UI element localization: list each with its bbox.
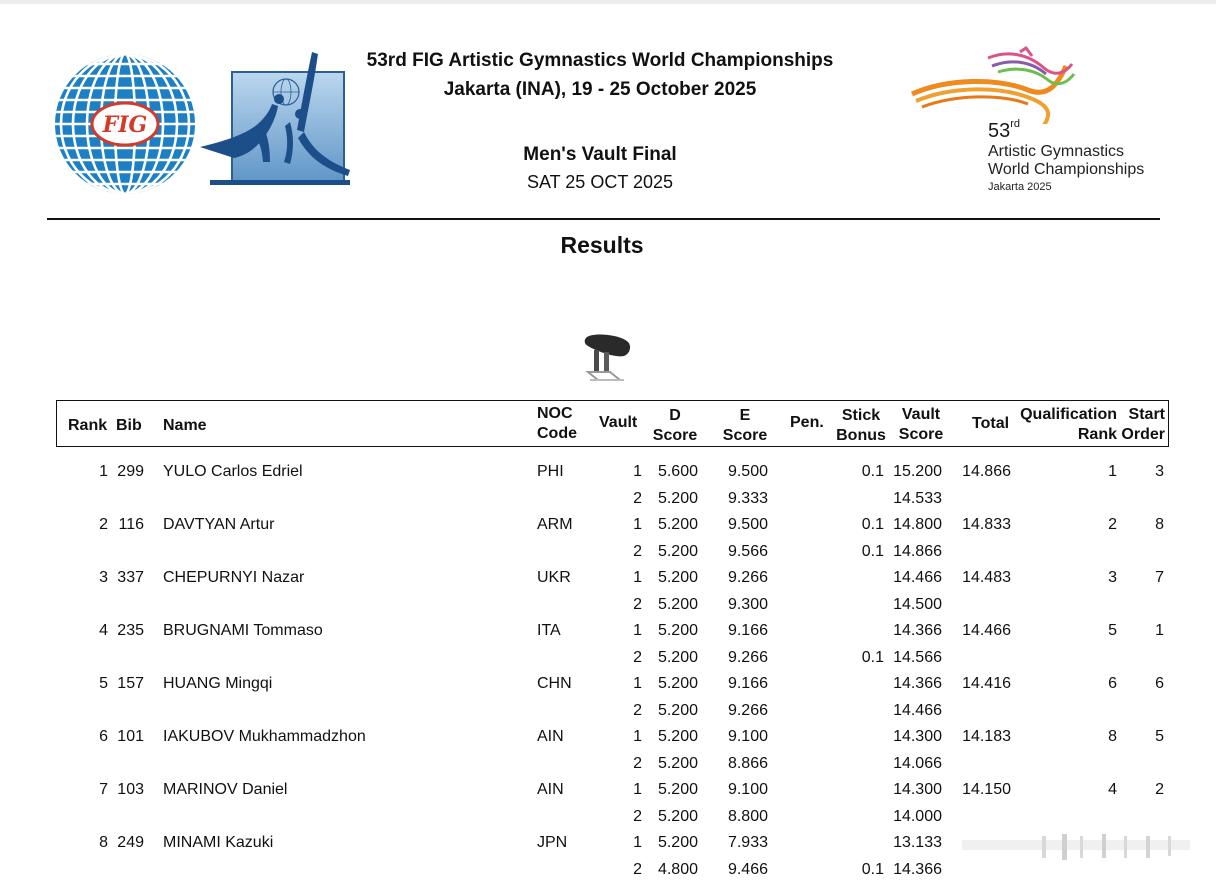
vault-number: 1 (633, 622, 642, 639)
row-bib: 157 (117, 675, 144, 692)
vault-stick-bonus: 0.1 (861, 463, 884, 480)
row-rank: 6 (99, 728, 108, 745)
vault-e-score: 9.166 (727, 675, 768, 692)
vault-score: 14.466 (893, 569, 942, 586)
row-total: 14.416 (962, 675, 1011, 692)
vault-d-score: 4.800 (657, 860, 698, 878)
ribbon-graphic (908, 44, 1158, 124)
vault-d-score: 5.200 (657, 542, 698, 560)
vault-d-score: 5.200 (657, 489, 698, 507)
vault-stick-bonus: 0.1 (861, 542, 884, 560)
vault-number: 1 (633, 728, 642, 745)
vault-score: 14.300 (893, 781, 942, 798)
row-qualification-rank: 3 (1108, 569, 1117, 586)
vault-score: 14.566 (893, 648, 942, 666)
vault-e-score: 9.333 (727, 489, 768, 507)
vault-number: 1 (633, 569, 642, 586)
athlete-name: MINAMI Kazuki (163, 834, 274, 851)
vault-e-score: 8.866 (727, 754, 768, 772)
vault-d-score: 5.200 (657, 807, 698, 825)
row-total: 14.866 (962, 463, 1011, 480)
vault-score: 15.200 (893, 463, 942, 480)
vault-apparatus-icon (580, 330, 634, 386)
vault-score: 14.000 (893, 807, 942, 825)
athlete-name: YULO Carlos Edriel (163, 463, 303, 480)
vault-number: 2 (633, 595, 642, 613)
row-rank: 1 (99, 463, 108, 480)
vault-stick-bonus: 0.1 (861, 516, 884, 533)
row-qualification-rank: 2 (1108, 516, 1117, 533)
vault-d-score: 5.200 (657, 648, 698, 666)
vault-e-score: 9.500 (727, 516, 768, 533)
vault-d-score: 5.200 (657, 834, 698, 851)
vault-d-score: 5.200 (657, 516, 698, 533)
vault-score: 14.366 (893, 675, 942, 692)
row-rank: 7 (99, 781, 108, 798)
vault-score: 14.500 (893, 595, 942, 613)
vault-e-score: 9.100 (727, 728, 768, 745)
athlete-name: CHEPURNYI Nazar (163, 569, 305, 586)
row-start-order: 7 (1155, 569, 1164, 586)
event-logo-line1: Artistic Gymnastics (988, 143, 1125, 160)
header-divider (47, 218, 1160, 220)
vault-number: 2 (633, 648, 642, 666)
vault-score: 13.133 (893, 834, 942, 851)
row-noc: JPN (537, 834, 568, 851)
row-rank: 8 (99, 834, 108, 851)
col-noc: NOC Code (537, 405, 577, 442)
event-title: Men's Vault Final (523, 144, 677, 165)
results-heading: Results (560, 232, 644, 258)
vault-e-score: 9.300 (727, 595, 768, 613)
vault-score: 14.466 (893, 701, 942, 719)
row-noc: PHI (537, 463, 564, 480)
event-logo-line2: World Championships (988, 161, 1145, 178)
row-bib: 101 (117, 728, 144, 745)
row-bib: 103 (117, 781, 144, 798)
vault-score: 14.300 (893, 728, 942, 745)
athlete-name: DAVTYAN Artur (163, 516, 275, 533)
row-start-order: 5 (1155, 728, 1164, 745)
col-vault: Vault (599, 414, 638, 431)
vault-score: 14.366 (893, 622, 942, 639)
row-noc: AIN (537, 781, 564, 798)
vault-score: 14.800 (893, 516, 942, 533)
athlete-name: MARINOV Daniel (163, 781, 288, 798)
col-d-score: D Score (652, 407, 698, 444)
vault-d-score: 5.200 (657, 728, 698, 745)
vault-stick-bonus: 0.1 (861, 648, 884, 666)
vault-d-score: 5.200 (657, 701, 698, 719)
vault-number: 1 (633, 675, 642, 692)
athlete-name: BRUGNAMI Tommaso (163, 622, 323, 639)
row-start-order: 3 (1155, 463, 1164, 480)
watermark-graphic (962, 830, 1194, 862)
col-qualification-rank: Qualification Rank (1020, 406, 1117, 443)
vault-d-score: 5.200 (657, 675, 698, 692)
vault-e-score: 9.566 (727, 542, 768, 560)
event-logo-number: 53rd (988, 118, 1021, 142)
vault-e-score: 9.266 (727, 569, 768, 586)
vault-d-score: 5.200 (657, 569, 698, 586)
vault-d-score: 5.200 (657, 781, 698, 798)
vault-score: 14.366 (893, 860, 942, 878)
row-rank: 4 (99, 622, 108, 639)
event-date: SAT 25 OCT 2025 (526, 172, 674, 192)
championship-title: 53rd FIG Artistic Gymnastics World Championships (366, 50, 834, 71)
vault-d-score: 5.200 (657, 595, 698, 613)
row-bib: 249 (117, 834, 144, 851)
row-qualification-rank: 1 (1108, 463, 1117, 480)
vault-number: 2 (633, 754, 642, 772)
fig-globe-logo (52, 51, 198, 197)
vault-e-score: 7.933 (727, 834, 768, 851)
row-rank: 5 (99, 675, 108, 692)
row-bib: 116 (118, 516, 144, 533)
vault-e-score: 8.800 (727, 807, 768, 825)
vault-score: 14.066 (893, 754, 942, 772)
col-name: Name (163, 417, 207, 434)
vault-e-score: 9.100 (727, 781, 768, 798)
vault-stick-bonus: 0.1 (861, 860, 884, 878)
vault-score: 14.533 (893, 489, 942, 507)
row-total: 14.833 (962, 516, 1011, 533)
vault-e-score: 9.166 (727, 622, 768, 639)
col-vault-score: Vault Score (898, 406, 944, 443)
row-bib: 299 (117, 463, 144, 480)
vault-number: 2 (633, 701, 642, 719)
row-bib: 235 (117, 622, 144, 639)
vault-number: 2 (633, 489, 642, 507)
col-total: Total (972, 415, 1010, 432)
vault-e-score: 9.266 (727, 701, 768, 719)
vault-number: 2 (633, 807, 642, 825)
vault-e-score: 9.500 (727, 463, 768, 480)
row-qualification-rank: 4 (1108, 781, 1117, 798)
event-logo-line3: Jakarta 2025 (988, 181, 1052, 193)
athlete-name: HUANG Mingqi (163, 675, 273, 692)
athlete-name: IAKUBOV Mukhammadzhon (163, 728, 366, 745)
vault-d-score: 5.200 (657, 754, 698, 772)
row-noc: UKR (537, 569, 571, 586)
row-qualification-rank: 8 (1108, 728, 1117, 745)
fig-logo-text: FIG (102, 112, 148, 138)
results-table-header (56, 400, 1169, 447)
col-bib: Bib (116, 417, 142, 434)
row-rank: 2 (99, 516, 108, 533)
row-noc: AIN (537, 728, 564, 745)
row-total: 14.483 (962, 569, 1011, 586)
vault-e-score: 9.266 (727, 648, 768, 666)
vault-number: 1 (633, 834, 642, 851)
row-start-order: 6 (1155, 675, 1164, 692)
event-logo (908, 44, 1158, 198)
row-qualification-rank: 6 (1108, 675, 1117, 692)
top-band (0, 0, 1216, 4)
vault-number: 2 (633, 542, 642, 560)
vault-e-score: 9.466 (727, 860, 768, 878)
vault-d-score: 5.200 (657, 622, 698, 639)
vault-score: 14.866 (893, 542, 942, 560)
col-penalty: Pen. (790, 414, 824, 431)
col-e-score: E Score (722, 407, 768, 444)
vault-number: 1 (633, 516, 642, 533)
row-total: 14.466 (962, 622, 1011, 639)
row-start-order: 2 (1155, 781, 1164, 798)
row-start-order: 8 (1155, 516, 1164, 533)
row-total: 14.183 (962, 728, 1011, 745)
row-start-order: 1 (1155, 622, 1164, 639)
col-stick-bonus: Stick Bonus (836, 407, 886, 444)
vault-d-score: 5.600 (657, 463, 698, 480)
row-bib: 337 (117, 569, 144, 586)
vault-number: 1 (633, 781, 642, 798)
championship-location: Jakarta (INA), 19 - 25 October 2025 (443, 79, 757, 100)
col-rank: Rank (68, 417, 108, 434)
vault-number: 2 (633, 860, 642, 878)
vault-number: 1 (633, 463, 642, 480)
row-qualification-rank: 5 (1108, 622, 1117, 639)
row-noc: ITA (537, 622, 561, 639)
col-start-order: Start Order (1121, 406, 1165, 443)
row-noc: CHN (537, 675, 572, 692)
row-total: 14.150 (962, 781, 1011, 798)
row-rank: 3 (99, 569, 108, 586)
row-noc: ARM (537, 516, 573, 533)
